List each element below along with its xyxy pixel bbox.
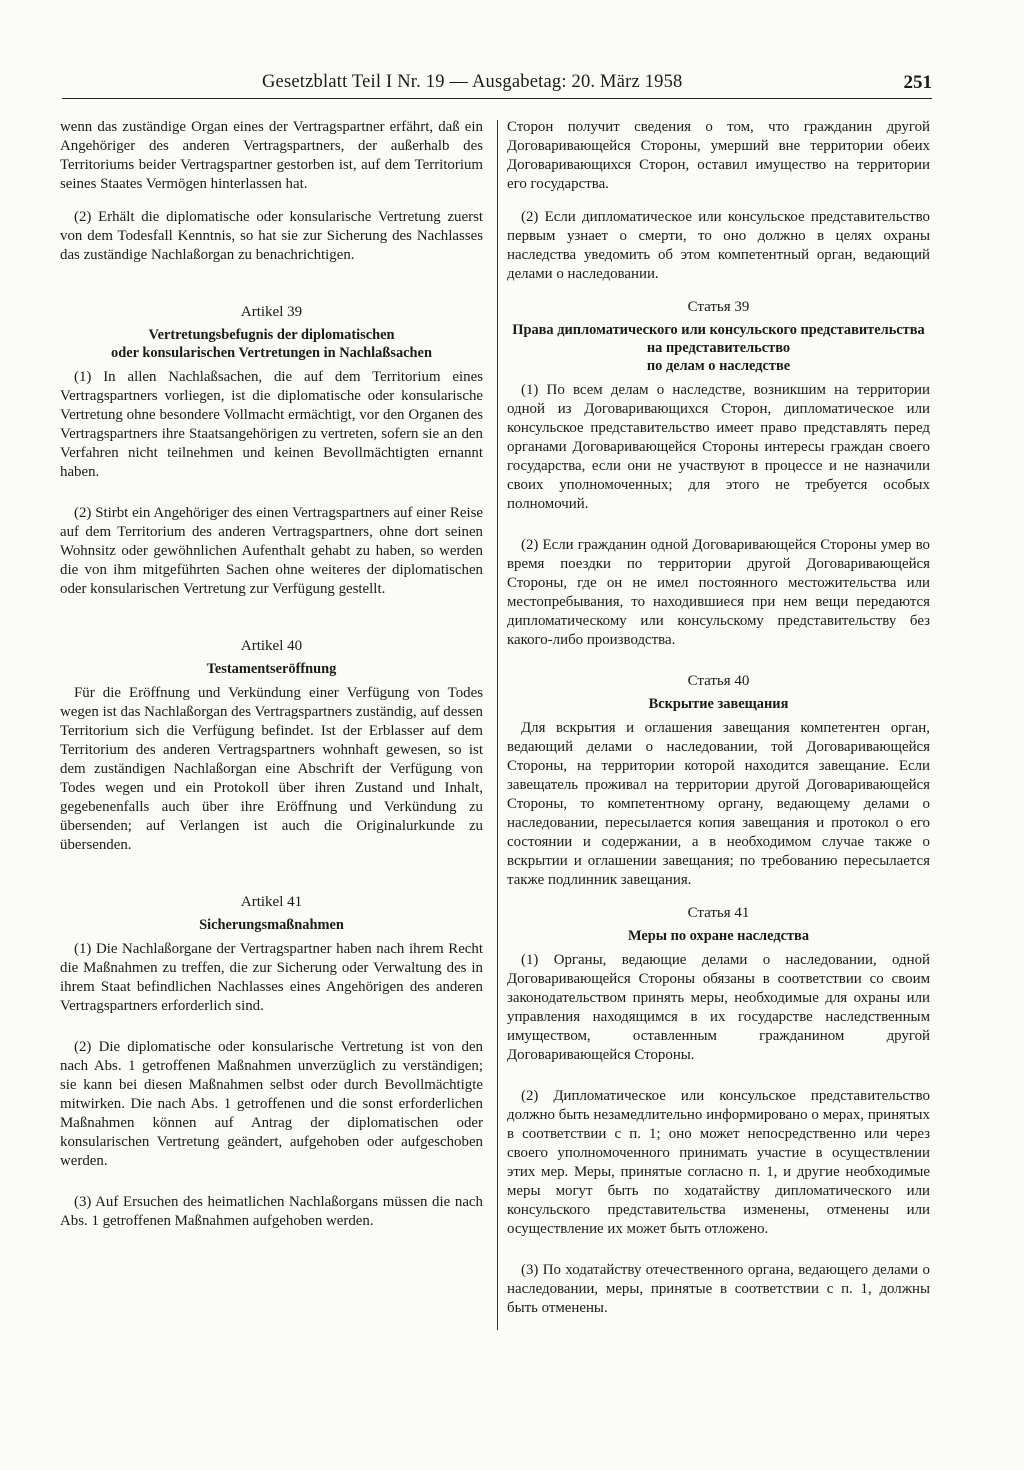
russian-column	[507, 118, 930, 1318]
page-number: 251	[903, 72, 932, 93]
article-number: Artikel 40	[240, 638, 303, 654]
article-title: Вскрытие завещания	[648, 696, 789, 712]
article-number: Статья 41	[687, 905, 750, 921]
column-divider	[497, 120, 498, 1330]
paragraph: (2) Erhält die diplomatische oder konsularische Vertretung zuerst von dem Todesfall Kenntnis, so hat sie zur Sicherung des Nachlasses das zuständige Nachlaßorgan zu benachrichtigen.	[60, 209, 483, 263]
paragraph: (2) Если гражданин одной Договаривающейся Стороны умер во время поездки по территории другой Договаривающейся Стороны, где он не имел постоянного местожительства или местопребывания, то находившиеся при нем вещи передаются дипломатическому или консульскому представительству без какого-либо производства.	[507, 537, 930, 648]
paragraph: Сторон получит сведения о том, что гражданин другой Договаривающейся Стороны, умерший вне территории обеих Договаривающихся Сторон, оставил имущество на территории его государства.	[507, 119, 930, 192]
paragraph: (2) Если дипломатическое или консульское представительство первым узнает о смерти, то оно должно в целях охраны наследства уведомить об этом компетентный орган, ведающий делами о наследовании.	[507, 209, 930, 282]
article-title-line: Права дипломатического или консульского представительства на представительство	[512, 322, 925, 356]
article-title-line: по делам о наследстве	[646, 358, 791, 374]
article-title: Sicherungsmaßnahmen	[199, 917, 344, 933]
paragraph: (2) Stirbt ein Angehöriger des einen Vertragspartners auf einer Reise auf dem Territorium des anderen Vertragspartners, ohne dort seinen Wohnsitz oder gewöhnlichen Aufenthalt gehabt zu haben, so werden die von ihm mitgeführten Sachen ohne weiteres der diplomatischen oder konsularischen Vertretung zur Verfügung gestellt.	[60, 505, 483, 597]
article-title	[507, 321, 930, 375]
article-number: Artikel 41	[240, 894, 303, 910]
article-number: Artikel 39	[240, 304, 303, 320]
article-title: Testamentseröffnung	[206, 661, 337, 677]
paragraph: (3) По ходатайству отечественного органа, ведающего делами о наследовании, меры, принятые в соответствии с п. 1, должны быть отменены.	[507, 1262, 930, 1316]
german-column	[60, 118, 483, 1231]
paragraph: (3) Auf Ersuchen des heimatlichen Nachlaßorgans müssen die nach Abs. 1 getroffenen Maßnahmen aufgehoben werden.	[60, 1194, 483, 1229]
article-title: Меры по охране наследства	[627, 928, 810, 944]
header-rule	[62, 98, 932, 99]
page-header	[62, 70, 932, 100]
paragraph: (2) Дипломатическое или консульское представительство должно быть незамедлительно информировано о мерах, принятых в соответствии с п. 1; оно может непосредственно или через своего уполномоченного принимать участие в осуществлении этих мер. Меры, принятые согласно п. 1, и другие необходимые меры могут быть по ходатайству дипломатического или консульского представительства изменены, отменены или осуществление их может быть отложено.	[507, 1088, 930, 1237]
article-number: Статья 40	[687, 673, 750, 689]
article-title-line: oder konsularischen Vertretungen in Nachlaßsachen	[111, 345, 432, 361]
paragraph: wenn das zuständige Organ eines der Vertragspartner erfährt, daß ein Angehöriger des anderen Vertragspartners, der außerhalb des Territoriums beider Vertragspartner gestorben ist, auf dem Territorium seines Staates Vermögen hinterlassen hat.	[60, 119, 483, 192]
paragraph: (1) In allen Nachlaßsachen, die auf dem Territorium eines Vertragspartners vorliegen, ist die diplomatische oder konsularische Vertretung ohne besondere Vollmacht ermächtigt, vor den Organen des Vertragspartners ihre Staatsangehörigen zu vertreten, sofern sie an den Verfahren nicht teilnehmen und keinen Bevollmächtigten ernannt haben.	[60, 369, 483, 480]
article-number: Статья 39	[687, 299, 750, 315]
paragraph: (2) Die diplomatische oder konsularische Vertretung ist von den nach Abs. 1 getroffenen Maßnahmen unverzüglich zu verständigen; sie kann bei diesen Maßnahmen selbst oder durch Bevollmächtigte mitwirken. Die nach Abs. 1 getroffenen und die sonst erforderlichen Maßnahmen können auf Antrag der diplomatischen oder konsularischen Vertretung geändert, aufgehoben oder aufgeschoben werden.	[60, 1039, 483, 1169]
paragraph: Для вскрытия и оглашения завещания компетентен орган, ведающий делами о наследовании, той Договаривающейся Стороны, на территории которой находится завещание. Если завещатель проживал на территории другой Договаривающейся Стороны, то компетентному органу, ведающему делами о наследовании, пересылается копия завещания и протокол о его состоянии и содержании, а в необходимом случае также о вскрытии и оглашении завещания; по требованию пересылается также подлинник завещания.	[507, 720, 930, 888]
header-title: Gesetzblatt Teil I Nr. 19 — Ausgabetag: 20. März 1958	[262, 72, 683, 92]
article-title-line: Vertretungsbefugnis der diplomatischen	[148, 327, 395, 343]
paragraph: (1) Органы, ведающие делами о наследовании, одной Договаривающейся Стороны обязаны в соответствии со своим законодательством принять меры, необходимые для охраны или управления находящимся в их государстве наследственным имуществом, оставленным гражданином другой Договаривающейся Стороны.	[507, 952, 930, 1063]
paragraph: (1) Die Nachlaßorgane der Vertragspartner haben nach ihrem Recht die Maßnahmen zu treffen, die zur Sicherung oder Verwaltung des in ihrem Staat befindlichen Nachlasses eines Angehörigen des anderen Vertragspartners erforderlich sind.	[60, 941, 483, 1014]
paragraph: (1) По всем делам о наследстве, возникшим на территории одной из Договаривающихся Сторон, дипломатическое или консульское представительство имеет право представлять перед органами Договаривающейся Стороны интересы граждан своего государства, если они не участвуют в процессе и не назначили своих уполномоченных; для этого не требуется особых полномочий.	[507, 382, 930, 512]
paragraph: Für die Eröffnung und Verkündung einer Verfügung von Todes wegen ist das Nachlaßorgan des Vertragspartners zuständig, auf dessen Territorium sich die Verfügung befindet. Ist der Erblasser auf dem Territorium des anderen Vertragspartners wohnhaft gewesen, so ist dem zuständigen Nachlaßorgan eine Abschrift der Verfügung von Todes wegen und ein Protokoll über ihren Zustand und Inhalt, gegebenenfalls auch über ihre Eröffnung und Verkündung zu übersenden; auf Verlangen ist auch die Originalurkunde zu übersenden.	[60, 685, 483, 853]
article-title	[60, 326, 483, 362]
